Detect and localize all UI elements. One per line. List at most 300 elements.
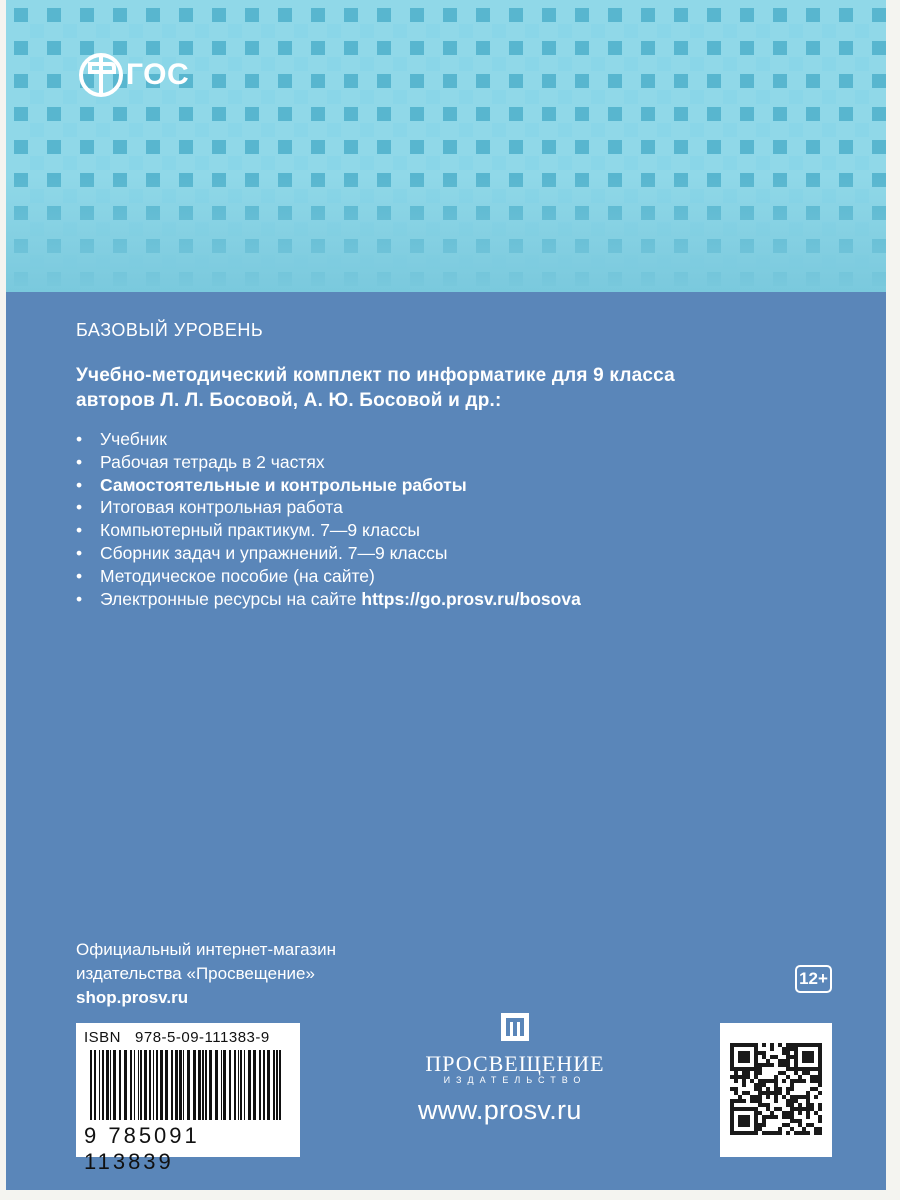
barcode-bar — [183, 1050, 184, 1120]
pattern-square — [63, 123, 77, 137]
qr-module — [814, 1111, 818, 1115]
pattern-square — [740, 107, 754, 121]
pattern-square — [641, 140, 655, 154]
qr-module — [730, 1103, 734, 1107]
pattern-square — [146, 107, 160, 121]
qr-module — [818, 1115, 822, 1119]
pattern-square — [542, 74, 556, 88]
barcode-bar — [187, 1050, 190, 1120]
barcode-bar — [193, 1050, 196, 1120]
qr-module — [790, 1111, 794, 1115]
pattern-square — [690, 90, 704, 104]
pattern-square — [806, 8, 820, 22]
pattern-square — [426, 57, 440, 71]
pattern-square — [492, 24, 506, 38]
barcode-bar — [267, 1050, 270, 1120]
qr-module — [790, 1067, 794, 1071]
bullet-icon: • — [76, 474, 83, 495]
barcode-bar — [171, 1050, 173, 1120]
qr-module — [754, 1087, 758, 1091]
shop-info — [76, 938, 336, 1010]
list-item — [76, 451, 581, 474]
qr-module — [778, 1063, 782, 1067]
shop-line2: издательства «Просвещение» — [76, 964, 315, 983]
pattern-square — [377, 107, 391, 121]
pattern-square — [393, 57, 407, 71]
qr-module — [742, 1075, 746, 1079]
pattern-square — [839, 140, 853, 154]
pattern-square — [195, 123, 209, 137]
barcode-bar — [248, 1050, 251, 1120]
qr-module — [798, 1131, 802, 1135]
pattern-square — [63, 24, 77, 38]
qr-module — [758, 1079, 762, 1083]
qr-module — [778, 1071, 782, 1075]
pattern-square — [773, 107, 787, 121]
qr-module — [790, 1087, 794, 1091]
pattern-square — [789, 24, 803, 38]
pattern-square — [723, 123, 737, 137]
pattern-square — [756, 24, 770, 38]
pattern-square — [228, 156, 242, 170]
pattern-square — [393, 24, 407, 38]
qr-module — [786, 1087, 790, 1091]
pattern-square — [855, 156, 869, 170]
pattern-square — [30, 57, 44, 71]
pattern-square — [707, 140, 721, 154]
pattern-square — [278, 41, 292, 55]
qr-module — [786, 1067, 790, 1071]
qr-module — [778, 1107, 782, 1111]
qr-module — [786, 1051, 790, 1055]
pattern-square — [96, 123, 110, 137]
qr-module — [742, 1091, 746, 1095]
pattern-square — [294, 90, 308, 104]
pattern-square — [14, 140, 28, 154]
pattern-square — [426, 90, 440, 104]
qr-module — [774, 1131, 778, 1135]
qr-module — [782, 1115, 786, 1119]
list-item-text: Рабочая тетрадь в 2 частях — [100, 451, 325, 472]
pattern-square — [261, 123, 275, 137]
pattern-square — [14, 8, 28, 22]
barcode-bar — [209, 1050, 212, 1120]
barcode-bar — [124, 1050, 127, 1120]
qr-module — [758, 1071, 762, 1075]
qr-module — [786, 1063, 790, 1067]
qr-module — [762, 1123, 766, 1127]
shop-url[interactable]: shop.prosv.ru — [76, 988, 189, 1007]
pattern-square — [80, 8, 94, 22]
qr-module — [770, 1079, 774, 1083]
qr-module — [794, 1099, 798, 1103]
pattern-square — [789, 90, 803, 104]
kit-heading-line1: Учебно-методический комплект по информатике для 9 класса — [76, 365, 675, 386]
qr-module — [814, 1127, 818, 1131]
pattern-square — [690, 156, 704, 170]
pattern-square — [740, 74, 754, 88]
qr-module — [770, 1047, 774, 1051]
qr-module — [738, 1095, 742, 1099]
bullet-icon: • — [76, 565, 83, 586]
pattern-square — [492, 57, 506, 71]
pattern-square — [410, 140, 424, 154]
pattern-square — [641, 41, 655, 55]
qr-module — [742, 1079, 746, 1083]
barcode-bar — [138, 1050, 139, 1120]
qr-module — [774, 1079, 778, 1083]
barcode-bar — [113, 1050, 116, 1120]
pattern-square — [393, 156, 407, 170]
list-item — [76, 519, 581, 542]
pattern-square — [525, 57, 539, 71]
pattern-square — [377, 8, 391, 22]
qr-module — [770, 1063, 774, 1067]
qr-module — [782, 1095, 786, 1099]
pattern-square — [822, 90, 836, 104]
pattern-square — [294, 156, 308, 170]
qr-module — [766, 1091, 770, 1095]
pattern-square — [839, 74, 853, 88]
pattern-square — [740, 140, 754, 154]
pattern-square — [179, 140, 193, 154]
qr-module — [798, 1119, 802, 1123]
pattern-square — [327, 156, 341, 170]
barcode-bar — [238, 1050, 239, 1120]
qr-module — [774, 1107, 778, 1111]
qr-module — [806, 1131, 810, 1135]
qr-module — [786, 1123, 790, 1127]
qr-module — [774, 1099, 778, 1103]
pattern-square — [641, 107, 655, 121]
qr-module — [806, 1111, 810, 1115]
qr-module — [806, 1107, 810, 1111]
pattern-square — [591, 156, 605, 170]
barcode-bar — [94, 1050, 96, 1120]
qr-module — [778, 1059, 782, 1063]
qr-module — [802, 1071, 806, 1075]
qr-module — [798, 1123, 802, 1127]
qr-module — [786, 1131, 790, 1135]
barcode-bar — [175, 1050, 178, 1120]
qr-module — [790, 1119, 794, 1123]
list-item — [76, 474, 581, 497]
qr-module — [774, 1091, 778, 1095]
qr-module — [762, 1063, 766, 1067]
qr-module — [790, 1043, 794, 1047]
pattern-square — [113, 107, 127, 121]
qr-module — [746, 1075, 750, 1079]
qr-module — [774, 1115, 778, 1119]
pattern-square — [294, 24, 308, 38]
qr-module — [734, 1091, 738, 1095]
barcode-bar — [179, 1050, 182, 1120]
pattern-square — [179, 107, 193, 121]
barcode-bar — [90, 1050, 92, 1120]
pattern-square — [212, 41, 226, 55]
pattern-square — [212, 8, 226, 22]
pattern-square — [393, 90, 407, 104]
pattern-square — [839, 107, 853, 121]
pattern-square — [674, 140, 688, 154]
pattern-square — [443, 41, 457, 55]
barcode-bar — [99, 1050, 100, 1120]
pattern-square — [410, 8, 424, 22]
barcode-bar — [221, 1050, 222, 1120]
pattern-square — [195, 24, 209, 38]
bullet-icon: • — [76, 451, 83, 472]
publisher-name: ПРОСВЕЩЕНИЕ — [425, 1051, 605, 1076]
pattern-square — [476, 107, 490, 121]
barcode-bar — [130, 1050, 132, 1120]
barcode-bar — [263, 1050, 265, 1120]
list-item-text: Самостоятельные и контрольные работы — [100, 474, 467, 495]
pattern-square — [542, 8, 556, 22]
pattern-square — [278, 140, 292, 154]
barcode-bar — [134, 1050, 135, 1120]
pattern-square — [575, 8, 589, 22]
bullet-icon: • — [76, 542, 83, 563]
pattern-square — [377, 74, 391, 88]
pattern-square — [723, 90, 737, 104]
qr-module — [762, 1091, 766, 1095]
qr-code-icon[interactable] — [720, 1023, 832, 1157]
barcode-bar — [140, 1050, 142, 1120]
pattern-square — [591, 123, 605, 137]
pattern-square — [773, 74, 787, 88]
barcode-bar — [229, 1050, 231, 1120]
pattern-square — [113, 140, 127, 154]
barcode-bar — [153, 1050, 154, 1120]
list-item — [76, 542, 581, 565]
pattern-square — [30, 24, 44, 38]
pattern-square — [146, 140, 160, 154]
qr-module — [782, 1063, 786, 1067]
pattern-square — [872, 140, 886, 154]
pattern-square — [360, 90, 374, 104]
qr-module — [762, 1119, 766, 1123]
pattern-square — [162, 123, 176, 137]
qr-module — [754, 1071, 758, 1075]
pattern-square — [476, 8, 490, 22]
pattern-square — [30, 123, 44, 137]
barcode-bar — [273, 1050, 275, 1120]
qr-module — [802, 1095, 806, 1099]
pattern-square — [509, 41, 523, 55]
pattern-square — [245, 140, 259, 154]
qr-module — [758, 1087, 762, 1091]
qr-module — [758, 1083, 762, 1087]
pattern-square — [195, 156, 209, 170]
pattern-square — [179, 8, 193, 22]
pattern-square — [459, 24, 473, 38]
pattern-square — [789, 57, 803, 71]
pattern-square — [690, 123, 704, 137]
pattern-square — [443, 107, 457, 121]
qr-module — [758, 1067, 762, 1071]
qr-module — [806, 1103, 810, 1107]
pattern-square — [129, 156, 143, 170]
qr-module — [790, 1055, 794, 1059]
barcode-bar — [202, 1050, 204, 1120]
barcode-bar — [234, 1050, 236, 1120]
qr-module — [794, 1119, 798, 1123]
qr-module — [790, 1047, 794, 1051]
resources-text: Электронные ресурсы на сайте — [100, 588, 362, 609]
pattern-square — [14, 74, 28, 88]
pattern-square — [624, 90, 638, 104]
pattern-square — [575, 140, 589, 154]
pattern-square — [740, 41, 754, 55]
pattern-square — [311, 8, 325, 22]
pattern-square — [608, 74, 622, 88]
pattern-square — [14, 41, 28, 55]
pattern-square — [657, 24, 671, 38]
qr-module — [774, 1055, 778, 1059]
qr-module — [762, 1043, 766, 1047]
barcode-bar — [244, 1050, 245, 1120]
barcode-bar — [165, 1050, 168, 1120]
qr-module — [750, 1079, 754, 1083]
qr-module — [814, 1075, 818, 1079]
qr-module — [786, 1075, 790, 1079]
pattern-square — [558, 156, 572, 170]
pattern-square — [624, 24, 638, 38]
pattern-square — [525, 90, 539, 104]
pattern-square — [855, 57, 869, 71]
list-item-text: Сборник задач и упражнений. 7—9 классы — [100, 542, 448, 563]
pattern-square — [63, 57, 77, 71]
qr-module — [734, 1071, 738, 1075]
pattern-square — [96, 24, 110, 38]
qr-module — [754, 1099, 758, 1103]
pattern-square — [245, 8, 259, 22]
qr-module — [814, 1079, 818, 1083]
qr-module — [774, 1075, 778, 1079]
qr-module — [730, 1087, 734, 1091]
barcode-bars — [84, 1050, 292, 1120]
barcode-bar — [205, 1050, 207, 1120]
pattern-square — [278, 8, 292, 22]
qr-module — [774, 1095, 778, 1099]
qr-module — [758, 1123, 762, 1127]
prosveshchenie-logo-icon — [500, 1012, 530, 1042]
pattern-square — [294, 57, 308, 71]
qr-module — [798, 1103, 802, 1107]
qr-module — [818, 1083, 822, 1087]
pattern-square — [591, 24, 605, 38]
pattern-square — [492, 156, 506, 170]
pattern-square — [608, 8, 622, 22]
pattern-square — [657, 90, 671, 104]
pattern-square — [657, 123, 671, 137]
list-item-text — [100, 588, 581, 611]
barcode-bar — [276, 1050, 278, 1120]
qr-module — [790, 1115, 794, 1119]
barcode-bar — [198, 1050, 201, 1120]
pattern-square — [542, 107, 556, 121]
qr-module — [798, 1107, 802, 1111]
pattern-square — [14, 107, 28, 121]
qr-module — [762, 1103, 766, 1107]
pattern-square — [674, 41, 688, 55]
qr-module — [778, 1127, 782, 1131]
pattern-square — [476, 74, 490, 88]
pattern-square — [839, 8, 853, 22]
pattern-square — [459, 57, 473, 71]
pattern-square — [558, 90, 572, 104]
qr-module — [790, 1127, 794, 1131]
qr-module — [742, 1083, 746, 1087]
qr-module — [798, 1075, 802, 1079]
pattern-square — [641, 8, 655, 22]
qr-module — [730, 1099, 734, 1103]
qr-module — [802, 1107, 806, 1111]
qr-module — [786, 1043, 790, 1047]
pattern-square — [30, 156, 44, 170]
pattern-square — [80, 107, 94, 121]
pattern-square — [360, 123, 374, 137]
pattern-square — [47, 74, 61, 88]
qr-module — [738, 1115, 750, 1127]
qr-module — [790, 1103, 794, 1107]
pattern-square — [129, 123, 143, 137]
qr-module — [786, 1099, 790, 1103]
pattern-square — [806, 74, 820, 88]
qr-module — [770, 1131, 774, 1135]
pattern-square — [822, 123, 836, 137]
qr-module — [742, 1071, 746, 1075]
publisher-site[interactable]: www.prosv.ru — [418, 1095, 582, 1125]
pattern-square — [591, 57, 605, 71]
qr-module — [810, 1079, 814, 1083]
qr-module — [766, 1131, 770, 1135]
qr-module — [762, 1055, 766, 1059]
kit-heading — [76, 363, 836, 413]
qr-module — [818, 1091, 822, 1095]
pattern-square — [212, 140, 226, 154]
qr-module — [754, 1083, 758, 1087]
pattern-square — [822, 156, 836, 170]
pattern-square — [657, 57, 671, 71]
barcode-bar — [253, 1050, 256, 1120]
pattern-square — [426, 156, 440, 170]
pattern-square — [113, 8, 127, 22]
pattern-square — [278, 74, 292, 88]
fgos-text: ГОС — [126, 58, 190, 91]
qr-module — [762, 1083, 766, 1087]
publisher-sub: ИЗДАТЕЛЬСТВО — [443, 1075, 587, 1085]
bullet-icon: • — [76, 520, 83, 541]
pattern-square — [525, 123, 539, 137]
pattern-square — [492, 90, 506, 104]
bullet-icon: • — [76, 588, 83, 609]
qr-module — [770, 1055, 774, 1059]
barcode-bar — [119, 1050, 121, 1120]
qr-module — [790, 1079, 794, 1083]
pattern-square — [542, 140, 556, 154]
resources-link[interactable]: https://go.prosv.ru/bosova — [361, 588, 581, 609]
qr-module — [754, 1075, 758, 1079]
list-item — [76, 565, 581, 588]
qr-module — [758, 1111, 762, 1115]
qr-module — [798, 1095, 802, 1099]
pattern-square — [558, 57, 572, 71]
pattern-square — [80, 140, 94, 154]
qr-module — [766, 1059, 770, 1063]
qr-module — [758, 1063, 762, 1067]
pattern-square — [426, 123, 440, 137]
